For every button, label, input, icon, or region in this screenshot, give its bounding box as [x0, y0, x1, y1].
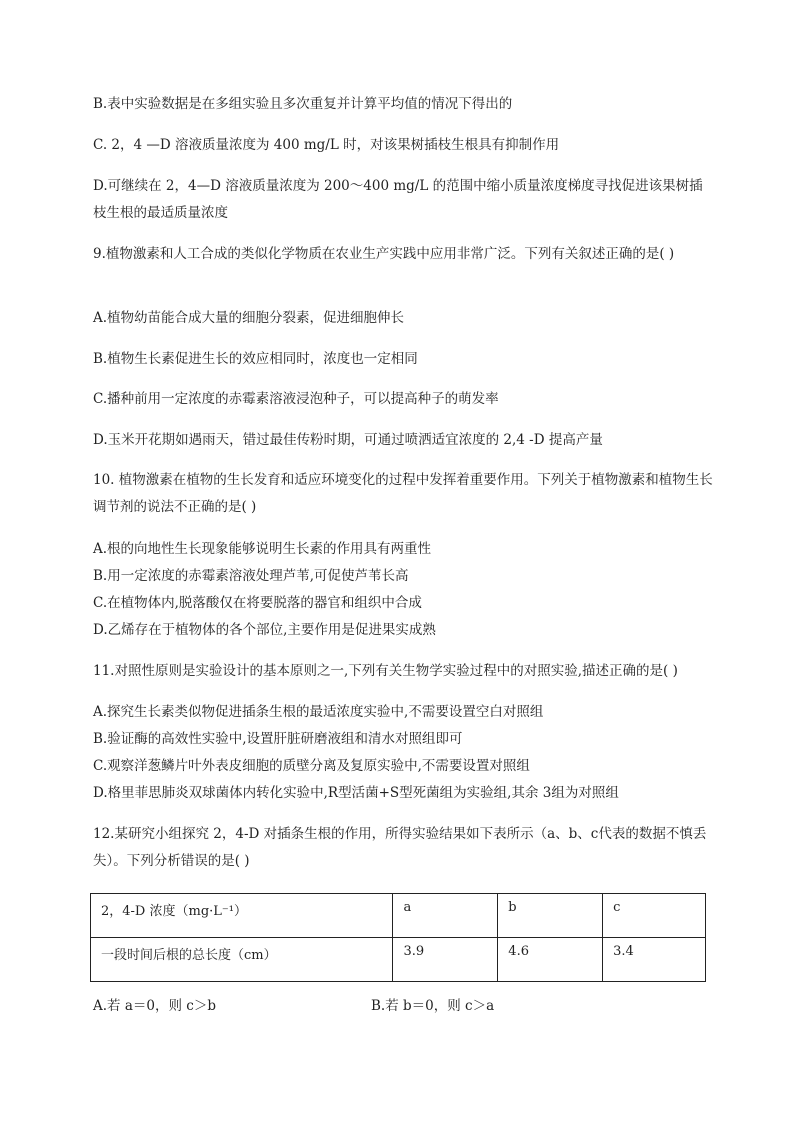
table-cell: 2，4-D 浓度（mg·L⁻¹）: [91, 894, 393, 938]
table-cell: 4.6: [498, 938, 603, 982]
q8-option-b: B.表中实验数据是在多组实验且多次重复并计算平均值的情况下得出的: [93, 96, 513, 112]
q10-option-c: C.在植物体内,脱落酸仅在将要脱落的器官和组织中合成: [93, 595, 422, 611]
table-row: [91, 938, 706, 982]
q12-option-b: B.若 b＝0，则 c＞a: [371, 998, 495, 1014]
q9-option-c: C.播种前用一定浓度的赤霉素溶液浸泡种子，可以提高种子的萌发率: [93, 391, 499, 407]
q12-stem: 12.某研究小组探究 2，4-D 对插条生根的作用，所得实验结果如下表所示（a、b、c代表的数据不慎丢失）。下列分析错误的是( ): [93, 826, 707, 869]
table-cell: 3.9: [393, 938, 498, 982]
table-cell: b: [498, 894, 603, 938]
table-row: [91, 894, 706, 938]
q12-option-a: A.若 a＝0，则 c＞b: [93, 998, 216, 1014]
q9-stem: 9.植物激素和人工合成的类似化学物质在农业生产实践中应用非常广泛。下列有关叙述正确的是( ): [93, 246, 675, 262]
q9-option-b: B.植物生长素促进生长的效应相同时，浓度也一定相同: [93, 351, 418, 367]
q11-stem: 11.对照性原则是实验设计的基本原则之一,下列有关生物学实验过程中的对照实验,描述正确的是( ): [93, 663, 678, 679]
table-cell: 一段时间后根的总长度（cm）: [91, 938, 393, 982]
q10-option-a: A.根的向地性生长现象能够说明生长素的作用具有两重性: [93, 541, 432, 557]
q9-option-d: D.玉米开花期如遇雨天，错过最佳传粉时期，可通过喷洒适宜浓度的 2,4 -D 提高产量: [93, 432, 603, 448]
table-cell: c: [603, 894, 706, 938]
q12-data-table: [90, 893, 706, 982]
q11-option-d: D.格里菲思肺炎双球菌体内转化实验中,R型活菌+S型死菌组为实验组,其余 3组为对照组: [93, 785, 619, 801]
q10-option-b: B.用一定浓度的赤霉素溶液处理芦苇,可促使芦苇长高: [93, 568, 409, 584]
q11-option-b: B.验证酶的高效性实验中,设置肝脏研磨液组和清水对照组即可: [93, 731, 463, 747]
q8-option-d: D.可继续在 2，4—D 溶液质量浓度为 200～400 mg/L 的范围中缩小质量浓度梯度寻找促进该果树插枝生根的最适质量浓度: [93, 178, 703, 221]
q11-option-c: C.观察洋葱鳞片叶外表皮细胞的质壁分离及复原实验中,不需要设置对照组: [93, 758, 530, 774]
q11-option-a: A.探究生长素类似物促进插条生根的最适浓度实验中,不需要设置空白对照组: [93, 704, 544, 720]
q10-stem: 10. 植物激素在植物的生长发育和适应环境变化的过程中发挥着重要作用。下列关于植物激素和植物生长调节剂的说法不正确的是( ): [93, 472, 713, 515]
table-cell: a: [393, 894, 498, 938]
q9-option-a: A.植物幼苗能合成大量的细胞分裂素，促进细胞伸长: [93, 310, 405, 326]
table-cell: 3.4: [603, 938, 706, 982]
q10-option-d: D.乙烯存在于植物体的各个部位,主要作用是促进果实成熟: [93, 622, 436, 638]
q8-option-c: C. 2，4 —D 溶液质量浓度为 400 mg/L 时，对该果树插枝生根具有抑制作用: [93, 137, 560, 153]
